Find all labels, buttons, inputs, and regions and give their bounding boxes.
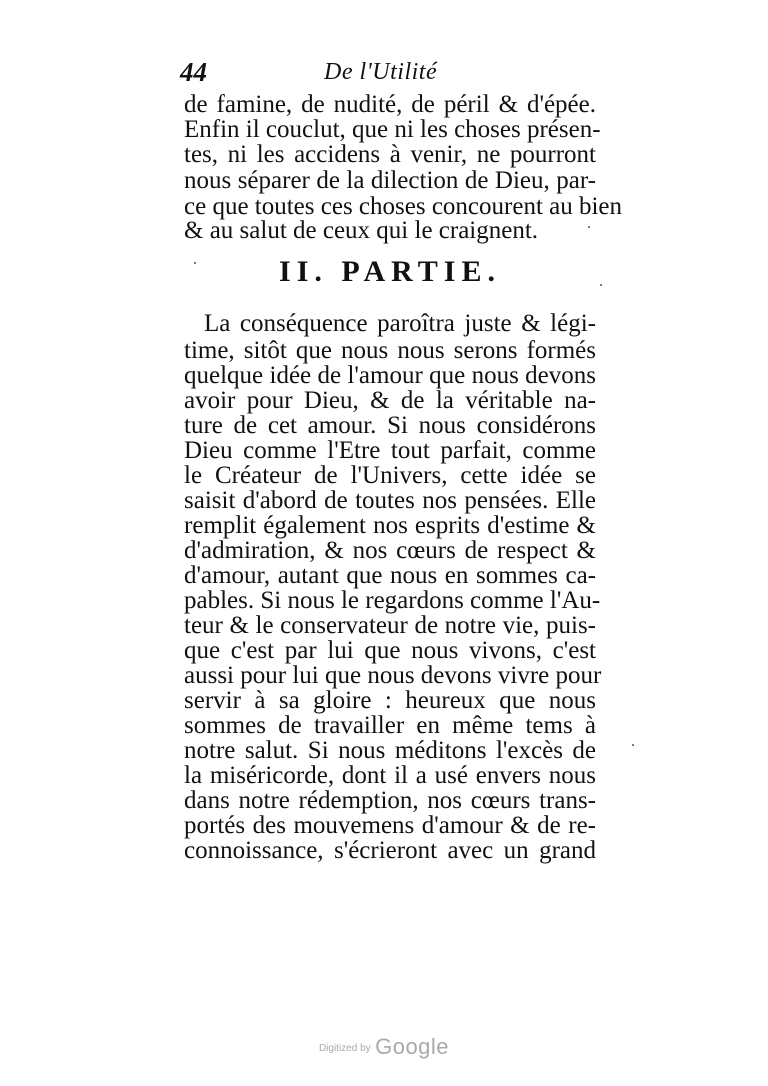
- text-line: de famine, de nudité, de péril & d'épée.: [184, 91, 596, 118]
- text-line: le Créateur de l'Univers, cette idée se: [184, 462, 596, 489]
- text-line: dans notre rédemption, nos cœurs trans-: [184, 787, 596, 814]
- text-line: avoir pour Dieu, & de la véritable na-: [184, 387, 596, 414]
- text-line: notre salut. Si nous méditons l'excès de: [184, 737, 596, 764]
- text-line: saisit d'abord de toutes nos pensées. Elle: [184, 487, 596, 514]
- page-number: 44: [180, 57, 207, 87]
- text-line: que c'est par lui que nous vivons, c'est: [184, 637, 596, 664]
- text-line: portés des mouvemens d'amour & de re-: [184, 812, 596, 839]
- text-line: pables. Si nous le regardons comme l'Au-: [184, 587, 601, 614]
- text-line: d'admiration, & nos cœurs de respect &: [184, 537, 596, 564]
- text-line: & au salut de ceux qui le craignent.: [184, 217, 539, 244]
- text-line: teur & le conservateur de notre vie, puis-: [184, 612, 596, 639]
- text-line: La conséquence paroîtra juste & légi-: [204, 310, 596, 337]
- text-line: quelque idée de l'amour que nous devons: [184, 362, 596, 389]
- text-line: sommes de travailler en même tems à: [184, 712, 596, 739]
- text-line: connoissance, s'écrieront avec un grand: [184, 837, 596, 864]
- text-line: la miséricorde, dont il a usé envers nous: [184, 762, 596, 789]
- scan-speck: [632, 744, 634, 746]
- text-line: ture de cet amour. Si nous considérons: [184, 412, 596, 439]
- scan-speck: [194, 262, 196, 264]
- text-line: servir à sa gloire : heureux que nous: [184, 687, 596, 714]
- text-line: nous séparer de la dilection de Dieu, par-: [184, 167, 596, 194]
- scan-speck: [588, 226, 590, 228]
- text-line: d'amour, autant que nous en sommes ca-: [184, 562, 596, 589]
- text-line: tes, ni les accidens à venir, ne pourront: [184, 141, 596, 168]
- scan-speck: [600, 284, 602, 286]
- running-title: De l'Utilité: [324, 59, 438, 85]
- google-logo: Google: [375, 1034, 450, 1059]
- text-line: time, sitôt que nous nous serons formés: [184, 337, 596, 364]
- section-title: II. PARTIE.: [279, 255, 501, 288]
- page-header: [180, 56, 600, 88]
- text-line: ce que toutes ces choses concourent au bien: [184, 193, 623, 220]
- text-line: Enfin il couclut, que ni les choses présen-: [184, 116, 601, 143]
- text-line: aussi pour lui que nous devons vivre pour: [184, 662, 602, 689]
- digitized-label: Digitized by: [318, 1043, 371, 1054]
- text-line: Dieu comme l'Etre tout parfait, comme: [184, 437, 596, 464]
- digitization-watermark: [0, 1034, 768, 1060]
- text-line: remplit également nos esprits d'estime &: [184, 512, 596, 539]
